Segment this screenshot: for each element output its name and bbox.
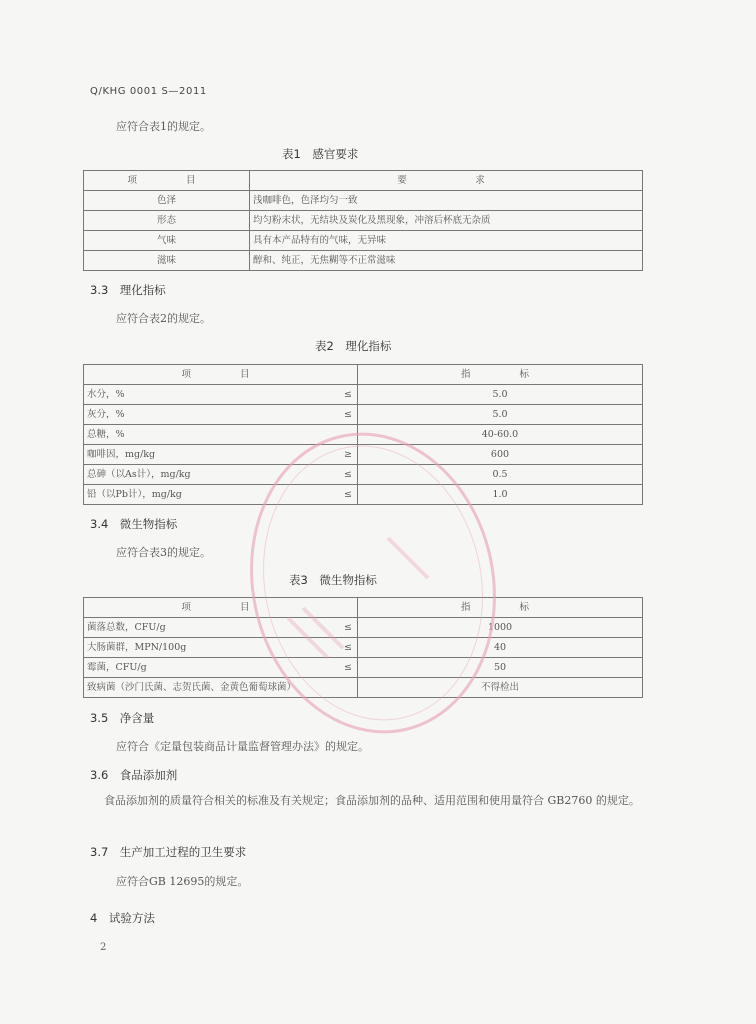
table1-header-item: 项 目 [84, 171, 250, 191]
table-cell: 均匀粉末状，无结块及炭化及黑现象，冲溶后杯底无杂质 [250, 211, 643, 231]
section-3-3-heading: 3.3 理化指标 [90, 283, 166, 297]
section-3-4-text: 应符合表3的规定。 [116, 546, 211, 559]
table-cell: 醇和、纯正，无焦糊等不正常滋味 [250, 251, 643, 271]
table1-header-requirement: 要 求 [250, 171, 643, 191]
table2-header-item: 项 目 [84, 365, 358, 385]
table-cell: 大肠菌群，MPN/100g [84, 638, 334, 658]
section-3-4-heading: 3.4 微生物指标 [90, 517, 178, 531]
table-row [84, 658, 643, 678]
table-row [84, 678, 643, 698]
section-3-5-text: 应符合《定量包装商品计量监督管理办法》的规定。 [116, 740, 369, 753]
table-cell-operator: ≤ [334, 658, 358, 678]
table2 [83, 364, 643, 505]
table3-header-row [84, 598, 643, 618]
table-cell: 5.0 [358, 405, 643, 425]
section-3-7-text: 应符合GB 12695的规定。 [116, 875, 249, 888]
table-cell: 气味 [84, 231, 250, 251]
table-cell-operator: ≤ [334, 638, 358, 658]
table3 [83, 597, 643, 698]
table2-header-row [84, 365, 643, 385]
table-row [84, 385, 643, 405]
table-cell: 40 [358, 638, 643, 658]
section-4-heading: 4 试验方法 [90, 911, 155, 925]
table-cell: 咖啡因，mg/kg [84, 445, 334, 465]
section-3-3-text: 应符合表2的规定。 [116, 312, 211, 325]
table2-caption: 表2 理化指标 [315, 339, 392, 353]
table-cell: 具有本产品特有的气味，无异味 [250, 231, 643, 251]
table-cell: 水分，% [84, 385, 334, 405]
intro-text: 应符合表1的规定。 [116, 120, 211, 133]
table-row [84, 445, 643, 465]
table-row [84, 231, 643, 251]
table-row [84, 211, 643, 231]
table-cell: 1.0 [358, 485, 643, 505]
table-cell: 总糖，% [84, 425, 334, 445]
table1-caption: 表1 感官要求 [282, 147, 359, 161]
table-cell: 5.0 [358, 385, 643, 405]
table-cell: 铅（以Pb计），mg/kg [84, 485, 334, 505]
table-cell-operator [334, 425, 358, 445]
table-cell: 灰分，% [84, 405, 334, 425]
table-cell-operator: ≤ [334, 485, 358, 505]
table2-header-indicator: 指 标 [358, 365, 643, 385]
table1 [83, 170, 643, 271]
table-cell: 滋味 [84, 251, 250, 271]
table-cell-operator: ≤ [334, 405, 358, 425]
table-cell-operator: ≥ [334, 445, 358, 465]
table-row [84, 425, 643, 445]
table-row [84, 638, 643, 658]
table-row [84, 465, 643, 485]
table3-header-item: 项 目 [84, 598, 358, 618]
table-cell: 形态 [84, 211, 250, 231]
table-cell: 致病菌（沙门氏菌、志贺氏菌、金黄色葡萄球菌） [84, 678, 358, 698]
table-cell: 总砷（以As计），mg/kg [84, 465, 334, 485]
table-cell: 600 [358, 445, 643, 465]
table-cell: 菌落总数，CFU/g [84, 618, 334, 638]
table3-caption: 表3 微生物指标 [289, 573, 377, 587]
table-row [84, 485, 643, 505]
table-row [84, 618, 643, 638]
table-cell-operator: ≤ [334, 618, 358, 638]
table-cell: 霉菌，CFU/g [84, 658, 334, 678]
table-cell: 不得检出 [358, 678, 643, 698]
section-3-6-heading: 3.6 食品添加剂 [90, 768, 178, 782]
page-number: 2 [100, 942, 107, 953]
table-cell: 40-60.0 [358, 425, 643, 445]
table-cell: 1000 [358, 618, 643, 638]
table3-header-indicator: 指 标 [358, 598, 643, 618]
table-cell: 0.5 [358, 465, 643, 485]
section-3-5-heading: 3.5 净含量 [90, 711, 155, 725]
standard-number: Q/KHG 0001 S—2011 [90, 86, 207, 97]
table-cell-operator: ≤ [334, 385, 358, 405]
table-cell: 浅咖啡色，色泽均匀一致 [250, 191, 643, 211]
table-cell-operator: ≤ [334, 465, 358, 485]
table1-header-row [84, 171, 643, 191]
section-3-6-text: 食品添加剂的质量符合相关的标准及有关规定；食品添加剂的品种、适用范围和使用量符合 GB2760 的规定。 [104, 794, 640, 807]
table-cell: 50 [358, 658, 643, 678]
table-row [84, 251, 643, 271]
table-row [84, 191, 643, 211]
section-3-7-heading: 3.7 生产加工过程的卫生要求 [90, 845, 247, 859]
table-cell: 色泽 [84, 191, 250, 211]
table-row [84, 405, 643, 425]
